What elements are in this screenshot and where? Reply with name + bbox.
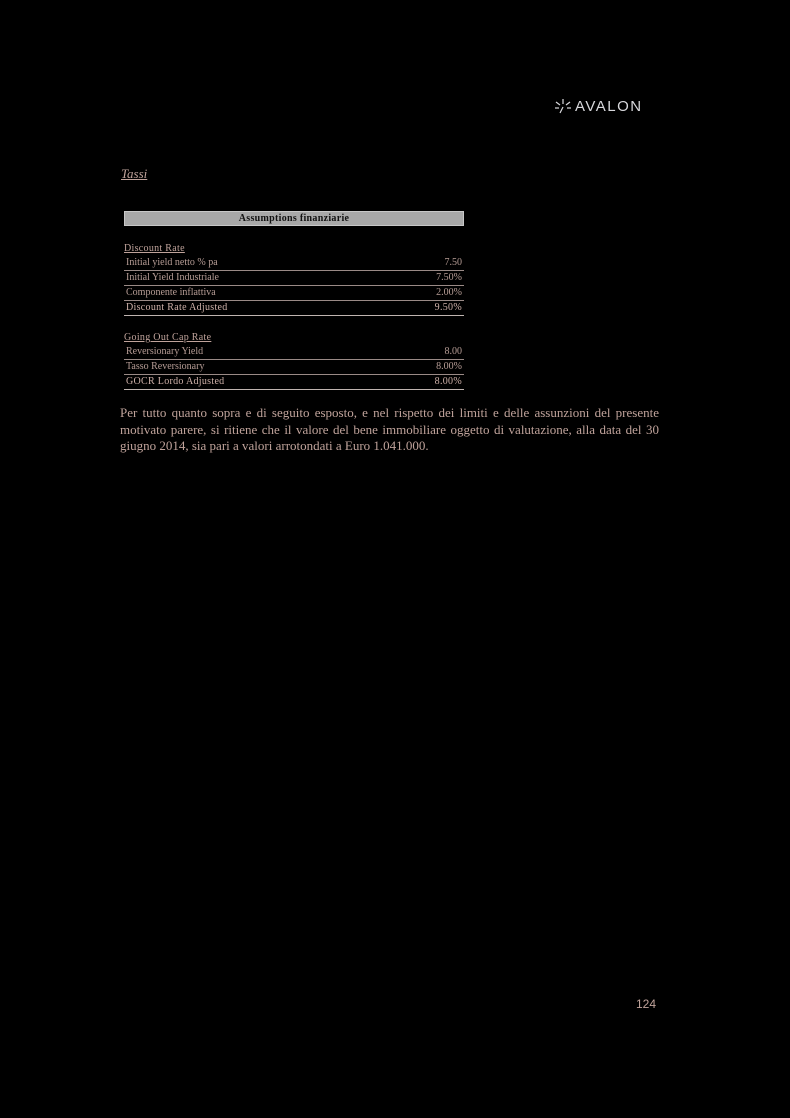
logo-text: AVALON <box>575 97 643 115</box>
row-label: Initial yield netto % pa <box>126 257 218 268</box>
row-label: Componente inflattiva <box>126 287 216 298</box>
table-row <box>124 345 464 360</box>
company-logo <box>553 97 643 115</box>
table-row <box>124 256 464 271</box>
row-value: 8.00 <box>444 346 462 357</box>
sparkle-logo-icon <box>553 97 573 115</box>
row-label: Reversionary Yield <box>126 346 204 357</box>
row-label: Initial Yield Industriale <box>126 272 219 283</box>
table-title: Assumptions finanziarie <box>124 211 464 226</box>
body-paragraph: Per tutto quanto sopra e di seguito esposto, e nel rispetto dei limiti e delle assunzioni del presente motivato parere, si ritiene che il valore del bene immobiliare oggetto di valutazione, alla data del 30 giugno 2014, sia pari a valori arrotondati a Euro 1.041.000. <box>120 405 659 453</box>
row-value: 7.50 <box>444 257 462 268</box>
page-number: 124 <box>636 997 657 1011</box>
table-row <box>124 360 464 375</box>
group-title-discount-rate: Discount Rate <box>124 243 185 254</box>
table-row-total <box>124 301 464 316</box>
row-value: 8.00% <box>434 376 462 387</box>
section-title: Tassi <box>121 166 148 181</box>
row-value: 9.50% <box>434 302 462 313</box>
row-label: Discount Rate Adjusted <box>126 302 228 313</box>
row-label: Tasso Reversionary <box>126 361 205 372</box>
table-row <box>124 271 464 286</box>
row-value: 8.00% <box>436 361 462 372</box>
table-row-total <box>124 375 464 390</box>
row-value: 2.00% <box>436 287 462 298</box>
row-label: GOCR Lordo Adjusted <box>126 376 225 387</box>
assumptions-table <box>124 211 464 390</box>
row-value: 7.50% <box>436 272 462 283</box>
table-row <box>124 286 464 301</box>
group-title-going-out-cap-rate: Going Out Cap Rate <box>124 332 212 343</box>
